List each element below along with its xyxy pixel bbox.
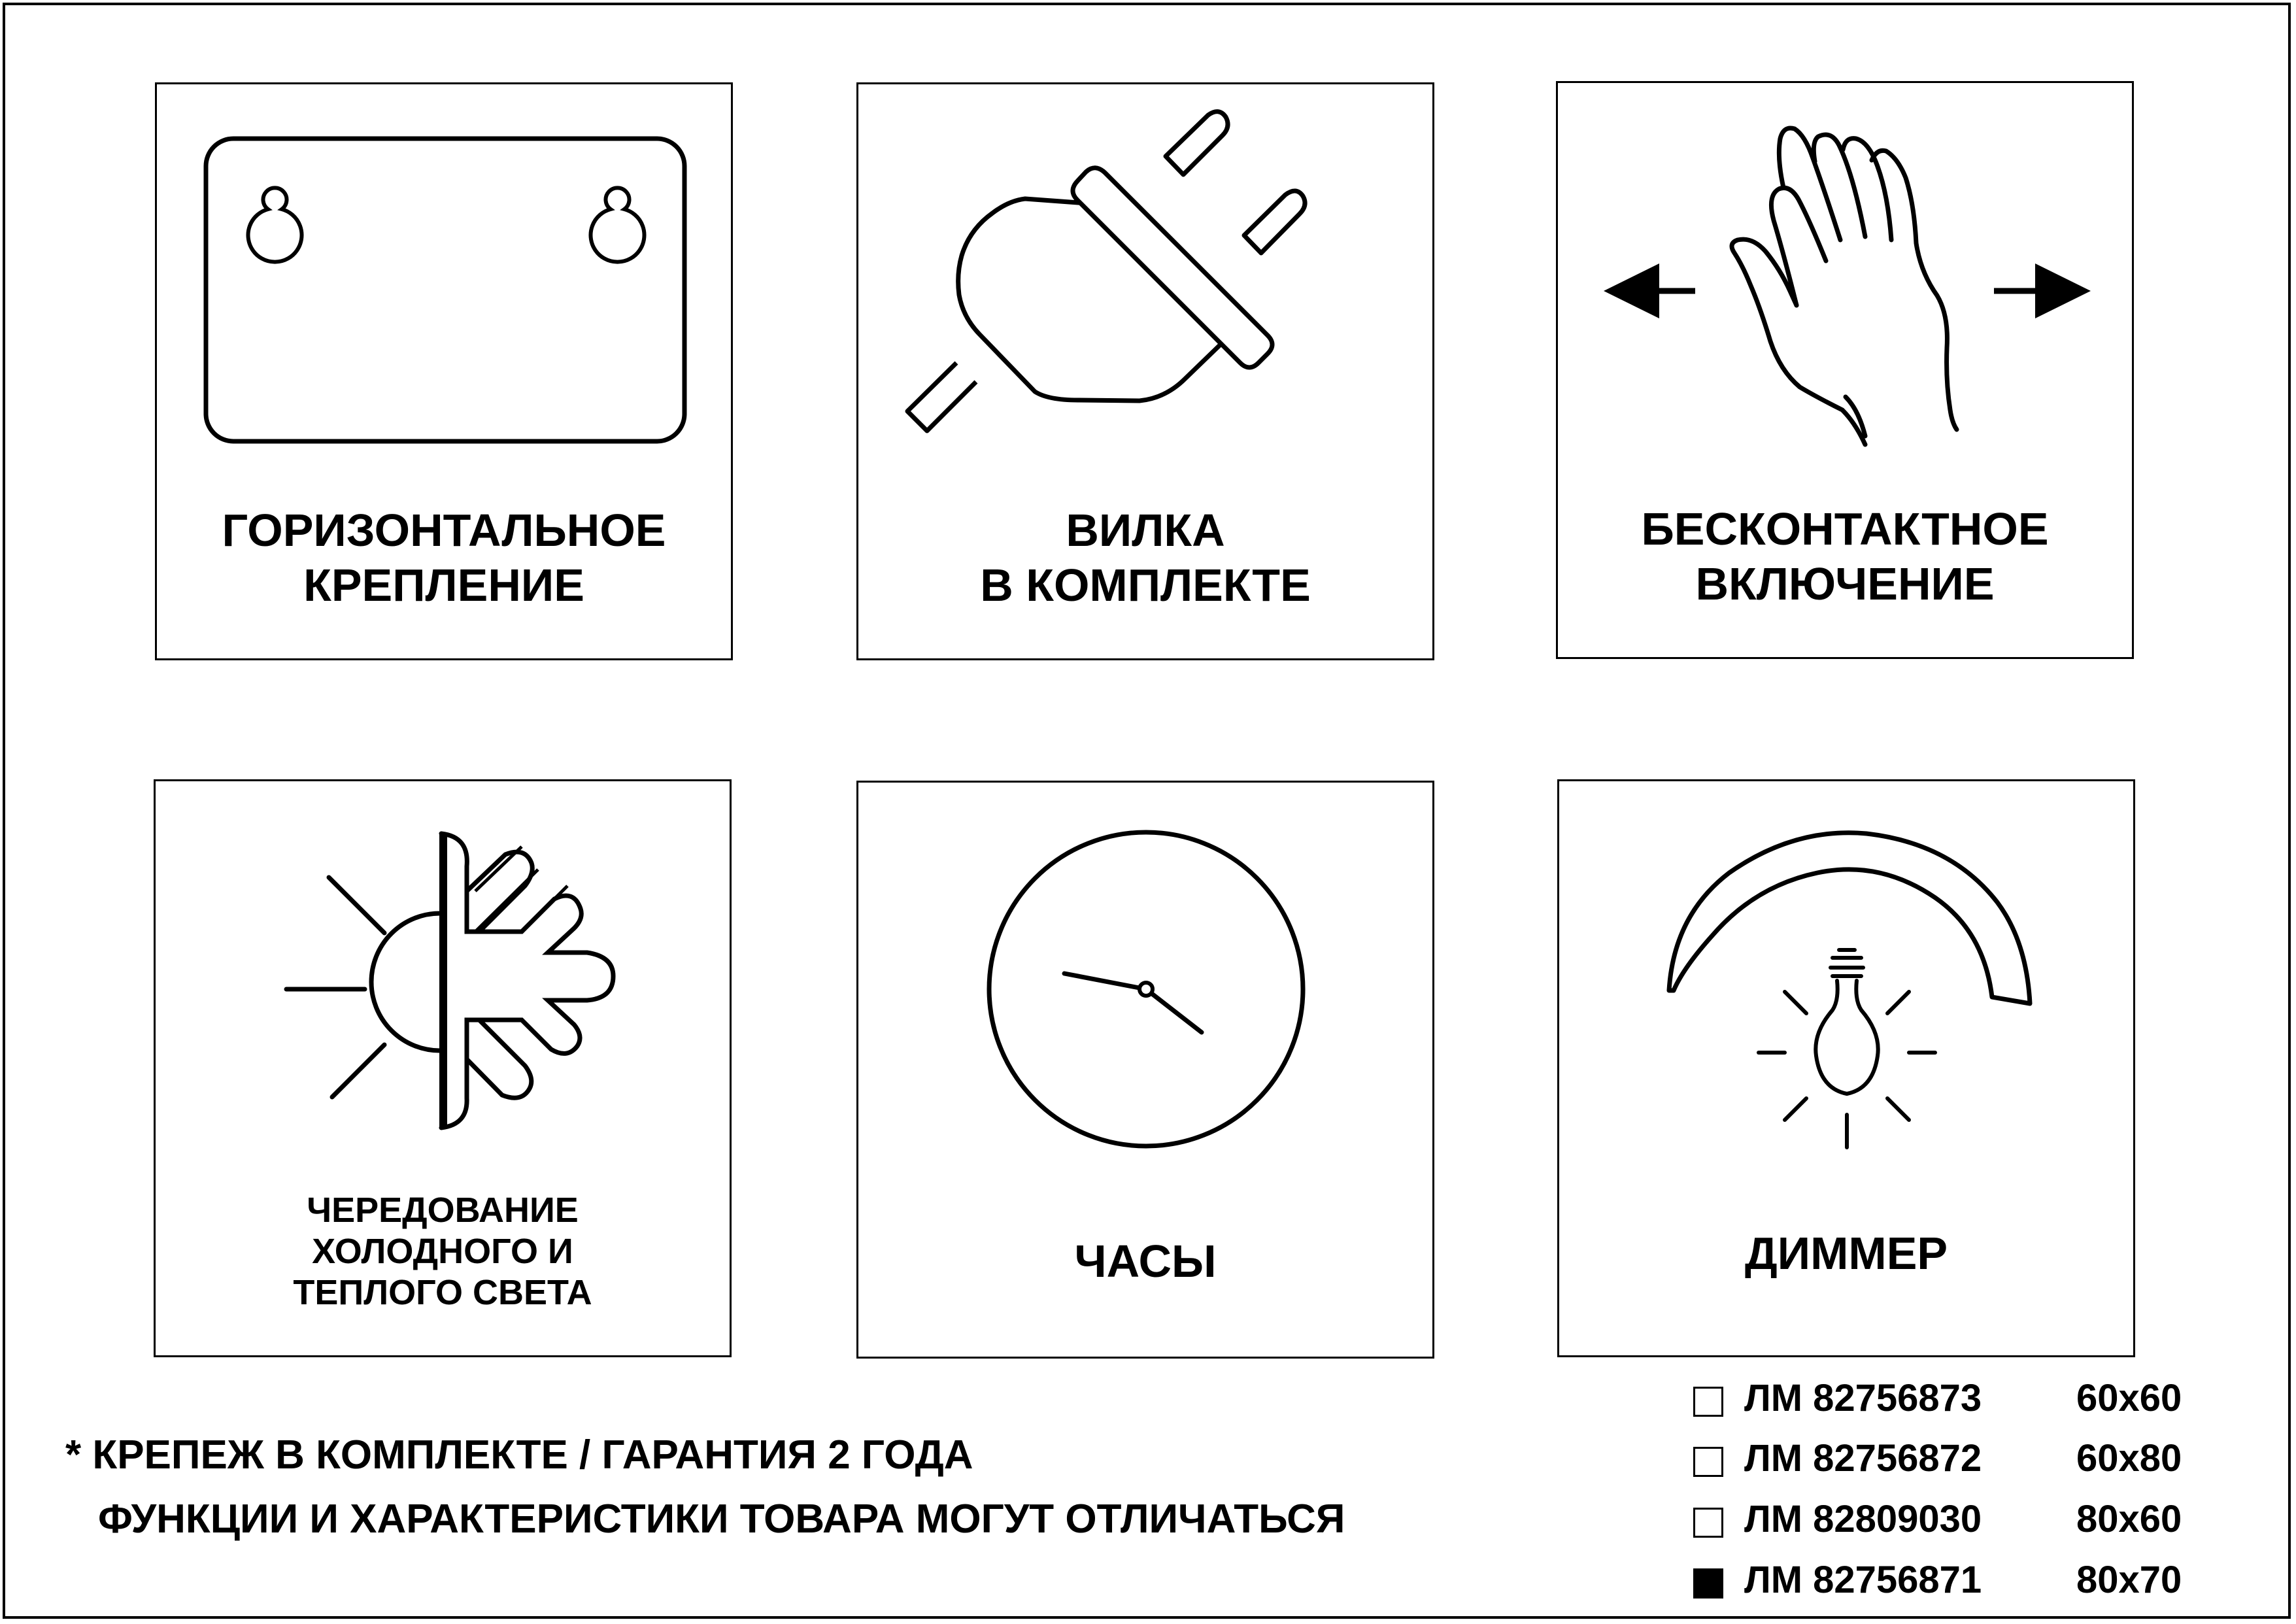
model-row[interactable]: [1693, 1376, 2216, 1429]
feature-card-wall-mount: [155, 82, 733, 660]
feature-caption: ЧЕРЕДОВАНИЕ ХОЛОДНОГО И ТЕПЛОГО СВЕТА: [293, 1191, 592, 1312]
model-row[interactable]: [1693, 1497, 2216, 1549]
feature-card-touchless: [1556, 81, 2134, 659]
dimmer-icon: [1559, 781, 2133, 1187]
model-size: 60x60: [2076, 1377, 2182, 1419]
feature-card-clock: [856, 781, 1434, 1359]
model-code: ЛМ 82756871: [1744, 1559, 1982, 1601]
hand-wave-icon: [1558, 83, 2132, 488]
model-row[interactable]: [1693, 1558, 2216, 1610]
sun-snowflake-icon: [156, 781, 730, 1187]
model-checkbox[interactable]: [1693, 1508, 1723, 1538]
model-row[interactable]: [1693, 1436, 2216, 1489]
model-checkbox[interactable]: [1693, 1387, 1723, 1417]
feature-caption: БЕСКОНТАКТНОЕ ВКЛЮЧЕНИЕ: [1641, 503, 2049, 609]
note-fasteners-warranty: * КРЕПЕЖ В КОМПЛЕКТЕ / ГАРАНТИЯ 2 ГОДА: [65, 1432, 973, 1478]
feature-card-plug: [856, 82, 1434, 660]
feature-caption: ЧАСЫ: [1074, 1236, 1217, 1287]
model-size: 80x60: [2076, 1498, 2182, 1540]
model-checkbox[interactable]: [1693, 1447, 1723, 1477]
model-size: 80x70: [2076, 1559, 2182, 1601]
wall-mount-icon: [157, 84, 731, 490]
feature-card-light-temperature: [154, 779, 732, 1357]
model-code: ЛМ 82756873: [1744, 1377, 1982, 1419]
feature-caption: ГОРИЗОНТАЛЬНОЕ КРЕПЛЕНИЕ: [222, 505, 666, 611]
model-size: 60x80: [2076, 1437, 2182, 1480]
feature-caption: ВИЛКА В КОМПЛЕКТЕ: [980, 505, 1311, 611]
model-checkbox[interactable]: [1693, 1568, 1723, 1599]
feature-card-dimmer: [1557, 779, 2135, 1357]
plug-icon: [858, 84, 1432, 490]
note-disclaimer: ФУНКЦИИ И ХАРАКТЕРИСТИКИ ТОВАРА МОГУТ ОТЛИЧАТЬСЯ: [98, 1497, 1345, 1542]
feature-caption: ДИММЕР: [1744, 1228, 1948, 1279]
clock-icon: [858, 783, 1432, 1188]
model-code: ЛМ 82756872: [1744, 1437, 1982, 1480]
model-code: ЛМ 82809030: [1744, 1498, 1982, 1540]
